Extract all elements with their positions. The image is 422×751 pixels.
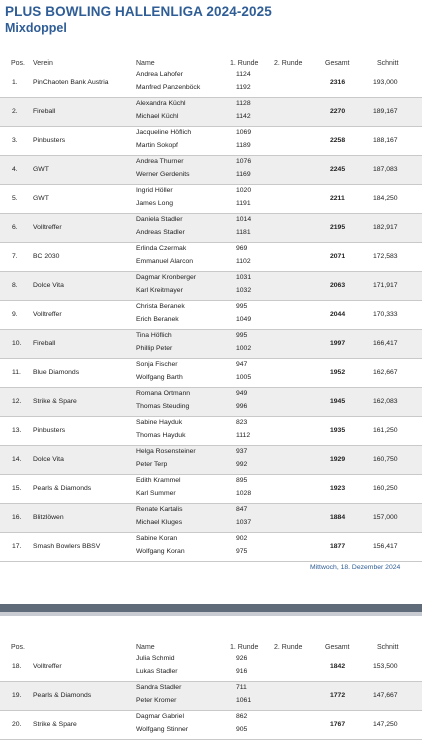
player1-score: 895 (236, 477, 248, 484)
table-row (0, 214, 422, 243)
player2-score: 1192 (236, 84, 251, 91)
player2-score: 1142 (236, 113, 251, 120)
rank-cell: 11. (12, 369, 21, 376)
player2-name: Thomas Hayduk (136, 432, 186, 439)
club-cell: Pinbusters (33, 427, 66, 434)
table-row (0, 388, 422, 417)
player2-name: Andreas Stadler (136, 229, 185, 236)
player2-score: 1002 (236, 345, 252, 352)
average-score: 193,000 (373, 79, 398, 86)
player1-name: Helga Rosensteiner (136, 448, 196, 455)
player1-score: 1124 (236, 71, 251, 78)
total-score: 1935 (330, 427, 346, 434)
average-score: 153,500 (373, 663, 398, 670)
table-row (0, 359, 422, 388)
total-score: 2195 (330, 224, 346, 231)
average-score: 189,167 (373, 108, 398, 115)
col-gesamt: Gesamt (325, 644, 350, 651)
col-runde1: 1. Runde (230, 60, 259, 67)
player2-name: Thomas Steuding (136, 403, 190, 410)
player1-name: Sonja Fischer (136, 361, 178, 368)
club-cell: GWT (33, 166, 49, 173)
club-cell: Strike & Spare (33, 721, 77, 728)
average-score: 188,167 (373, 137, 398, 144)
player1-name: Dagmar Gabriel (136, 713, 184, 720)
player1-name: Dagmar Kronberger (136, 274, 197, 281)
club-cell: BC 2030 (33, 253, 60, 260)
club-cell: Blitzlöwen (33, 514, 64, 521)
player2-score: 905 (236, 726, 248, 733)
rank-cell: 18. (12, 663, 22, 670)
player2-name: Michael Küchl (136, 113, 179, 120)
player1-name: Daniela Stadler (136, 216, 183, 223)
total-score: 1945 (330, 398, 346, 405)
player2-name: Wolfgang Stinner (136, 726, 189, 733)
player2-name: Manfred Panzenböck (136, 84, 201, 91)
total-score: 2270 (330, 108, 346, 115)
col-name: Name (136, 644, 155, 651)
player2-score: 1112 (236, 432, 251, 439)
table-row (0, 98, 422, 127)
total-score: 1997 (330, 340, 346, 347)
total-score: 2258 (330, 137, 346, 144)
col-pos: Pos. (11, 644, 26, 651)
player2-name: Werner Gerdenits (136, 171, 190, 178)
player2-name: Michael Kluges (136, 519, 183, 526)
club-cell: Fireball (33, 108, 56, 115)
table-row (0, 127, 422, 156)
average-score: 162,083 (373, 398, 398, 405)
rank-cell: 16. (12, 514, 22, 521)
rank-cell: 4. (12, 166, 18, 173)
average-score: 170,333 (373, 311, 398, 318)
col-schnitt: Schnitt (377, 60, 399, 67)
rank-cell: 13. (12, 427, 22, 434)
player2-name: Karl Kreitmayer (136, 287, 183, 294)
table-row (0, 504, 422, 533)
club-cell: Pearls & Diamonds (33, 485, 92, 492)
player1-score: 949 (236, 390, 248, 397)
player2-name: Phillip Peter (136, 345, 173, 352)
player1-name: Ingrid Höller (136, 187, 173, 194)
player1-name: Sabine Koran (136, 535, 178, 542)
table-row (0, 711, 422, 740)
club-cell: Volltreffer (33, 224, 62, 231)
player1-name: Tina Höflich (136, 332, 172, 339)
table-row (0, 533, 422, 562)
col-schnitt: Schnitt (377, 644, 399, 651)
player1-score: 1020 (236, 187, 252, 194)
player2-score: 1005 (236, 374, 252, 381)
table-row (0, 475, 422, 504)
player1-name: Renate Kartalis (136, 506, 183, 513)
player2-name: Wolfgang Koran (136, 548, 185, 555)
average-score: 187,083 (373, 166, 398, 173)
club-cell: Dolce Vita (33, 456, 64, 463)
average-score: 157,000 (373, 514, 398, 521)
player1-name: Sabine Hayduk (136, 419, 183, 426)
table-row (0, 653, 422, 682)
club-cell: Fireball (33, 340, 56, 347)
rank-cell: 6. (12, 224, 18, 231)
player1-score: 995 (236, 303, 248, 310)
total-score: 1842 (330, 663, 346, 670)
player1-score: 847 (236, 506, 248, 513)
table-row (0, 185, 422, 214)
player2-name: Wolfgang Barth (136, 374, 183, 381)
total-score: 1772 (330, 692, 346, 699)
player1-score: 862 (236, 713, 248, 720)
player1-score: 1128 (236, 100, 251, 107)
col-runde2: 2. Runde (274, 60, 303, 67)
total-score: 1952 (330, 369, 346, 376)
standings-table (0, 69, 422, 562)
total-score: 1923 (330, 485, 346, 492)
average-score: 147,667 (373, 692, 398, 699)
player2-name: Karl Summer (136, 490, 176, 497)
rank-cell: 8. (12, 282, 18, 289)
total-score: 2071 (330, 253, 346, 260)
total-score: 1929 (330, 456, 346, 463)
table-row (0, 69, 422, 98)
player1-score: 937 (236, 448, 248, 455)
average-score: 160,750 (373, 456, 398, 463)
rank-cell: 15. (12, 485, 22, 492)
table-row (0, 156, 422, 185)
player2-score: 916 (236, 668, 248, 675)
player1-name: Edith Krammel (136, 477, 181, 484)
col-runde1: 1. Runde (230, 644, 259, 651)
player1-score: 1031 (236, 274, 252, 281)
total-score: 2044 (330, 311, 346, 318)
rank-cell: 12. (12, 398, 22, 405)
col-name: Name (136, 60, 155, 67)
player1-score: 1014 (236, 216, 252, 223)
average-score: 160,250 (373, 485, 398, 492)
club-cell: GWT (33, 195, 49, 202)
club-cell: Smash Bowlers BBSV (33, 543, 101, 550)
rank-cell: 3. (12, 137, 18, 144)
standings-table-2 (0, 653, 422, 740)
player2-name: Lukas Stadler (136, 668, 178, 675)
table-row (0, 446, 422, 475)
player1-score: 1076 (236, 158, 252, 165)
col-runde2: 2. Runde (274, 644, 303, 651)
player2-score: 996 (236, 403, 248, 410)
player1-name: Andrea Lahofer (136, 71, 183, 78)
total-score: 2063 (330, 282, 346, 289)
player1-score: 995 (236, 332, 248, 339)
table-row (0, 301, 422, 330)
player2-score: 975 (236, 548, 248, 555)
average-score: 184,250 (373, 195, 398, 202)
player1-name: Romana Ortmann (136, 390, 191, 397)
total-score: 2316 (330, 79, 346, 86)
club-cell: PinChaoten Bank Austria (33, 79, 109, 86)
player2-name: Peter Terp (136, 461, 168, 468)
club-cell: Pinbusters (33, 137, 66, 144)
player2-name: Emmanuel Alarcon (136, 258, 194, 265)
club-cell: Pearls & Diamonds (33, 692, 92, 699)
rank-cell: 2. (12, 108, 18, 115)
player2-name: Peter Kromer (136, 697, 177, 704)
total-score: 2245 (330, 166, 346, 173)
player2-name: Erich Beranek (136, 316, 179, 323)
page-subtitle: Mixdoppel (5, 21, 67, 35)
player1-score: 711 (236, 684, 247, 691)
total-score: 1877 (330, 543, 346, 550)
average-score: 161,250 (373, 427, 398, 434)
rank-cell: 10. (12, 340, 22, 347)
table-row (0, 330, 422, 359)
average-score: 147,250 (373, 721, 398, 728)
player1-name: Erlinda Czermak (136, 245, 187, 252)
average-score: 162,667 (373, 369, 398, 376)
club-cell: Volltreffer (33, 311, 62, 318)
club-cell: Dolce Vita (33, 282, 64, 289)
col-gesamt: Gesamt (325, 60, 350, 67)
player1-name: Andrea Thurner (136, 158, 184, 165)
club-cell: Blue Diamonds (33, 369, 80, 376)
average-score: 182,917 (373, 224, 398, 231)
page-title: PLUS BOWLING HALLENLIGA 2024-2025 (5, 4, 272, 19)
average-score: 172,583 (373, 253, 398, 260)
player2-score: 1061 (236, 697, 252, 704)
player1-score: 1069 (236, 129, 252, 136)
page-separator-shadow (0, 612, 422, 616)
club-cell: Strike & Spare (33, 398, 77, 405)
rank-cell: 1. (12, 79, 18, 86)
page-header (5, 4, 272, 36)
player2-score: 1028 (236, 490, 252, 497)
player1-name: Julia Schmid (136, 655, 175, 662)
rank-cell: 19. (12, 692, 22, 699)
total-score: 2211 (330, 195, 345, 202)
total-score: 1767 (330, 721, 346, 728)
player2-score: 992 (236, 461, 248, 468)
player2-score: 1037 (236, 519, 252, 526)
col-verein: Verein (33, 60, 53, 67)
player1-score: 823 (236, 419, 248, 426)
player1-score: 902 (236, 535, 248, 542)
table-row (0, 417, 422, 446)
table-row (0, 272, 422, 301)
player2-name: Martin Sokopf (136, 142, 178, 149)
player1-name: Alexandra Küchl (136, 100, 186, 107)
page-separator (0, 604, 422, 612)
player2-score: 1102 (236, 258, 251, 265)
rank-cell: 9. (12, 311, 18, 318)
table-row (0, 243, 422, 272)
player1-score: 926 (236, 655, 248, 662)
rank-cell: 7. (12, 253, 18, 260)
player1-name: Sandra Stadler (136, 684, 182, 691)
rank-cell: 17. (12, 543, 22, 550)
col-pos: Pos. (11, 60, 26, 67)
club-cell: Volltreffer (33, 663, 62, 670)
player1-score: 947 (236, 361, 248, 368)
player1-score: 969 (236, 245, 248, 252)
date-label: Mittwoch, 18. Dezember 2024 (310, 564, 401, 571)
table-row (0, 682, 422, 711)
player2-score: 1181 (236, 229, 251, 236)
rank-cell: 5. (12, 195, 18, 202)
rank-cell: 14. (12, 456, 22, 463)
player2-score: 1191 (236, 200, 251, 207)
player2-name: James Long (136, 200, 174, 207)
player1-name: Jacqueline Höflich (136, 129, 192, 136)
total-score: 1884 (330, 514, 346, 521)
average-score: 156,417 (373, 543, 398, 550)
average-score: 166,417 (373, 340, 398, 347)
average-score: 171,917 (373, 282, 398, 289)
player2-score: 1032 (236, 287, 252, 294)
player2-score: 1189 (236, 142, 251, 149)
player1-name: Christa Beranek (136, 303, 185, 310)
rank-cell: 20. (12, 721, 22, 728)
player2-score: 1169 (236, 171, 251, 178)
player2-score: 1049 (236, 316, 252, 323)
